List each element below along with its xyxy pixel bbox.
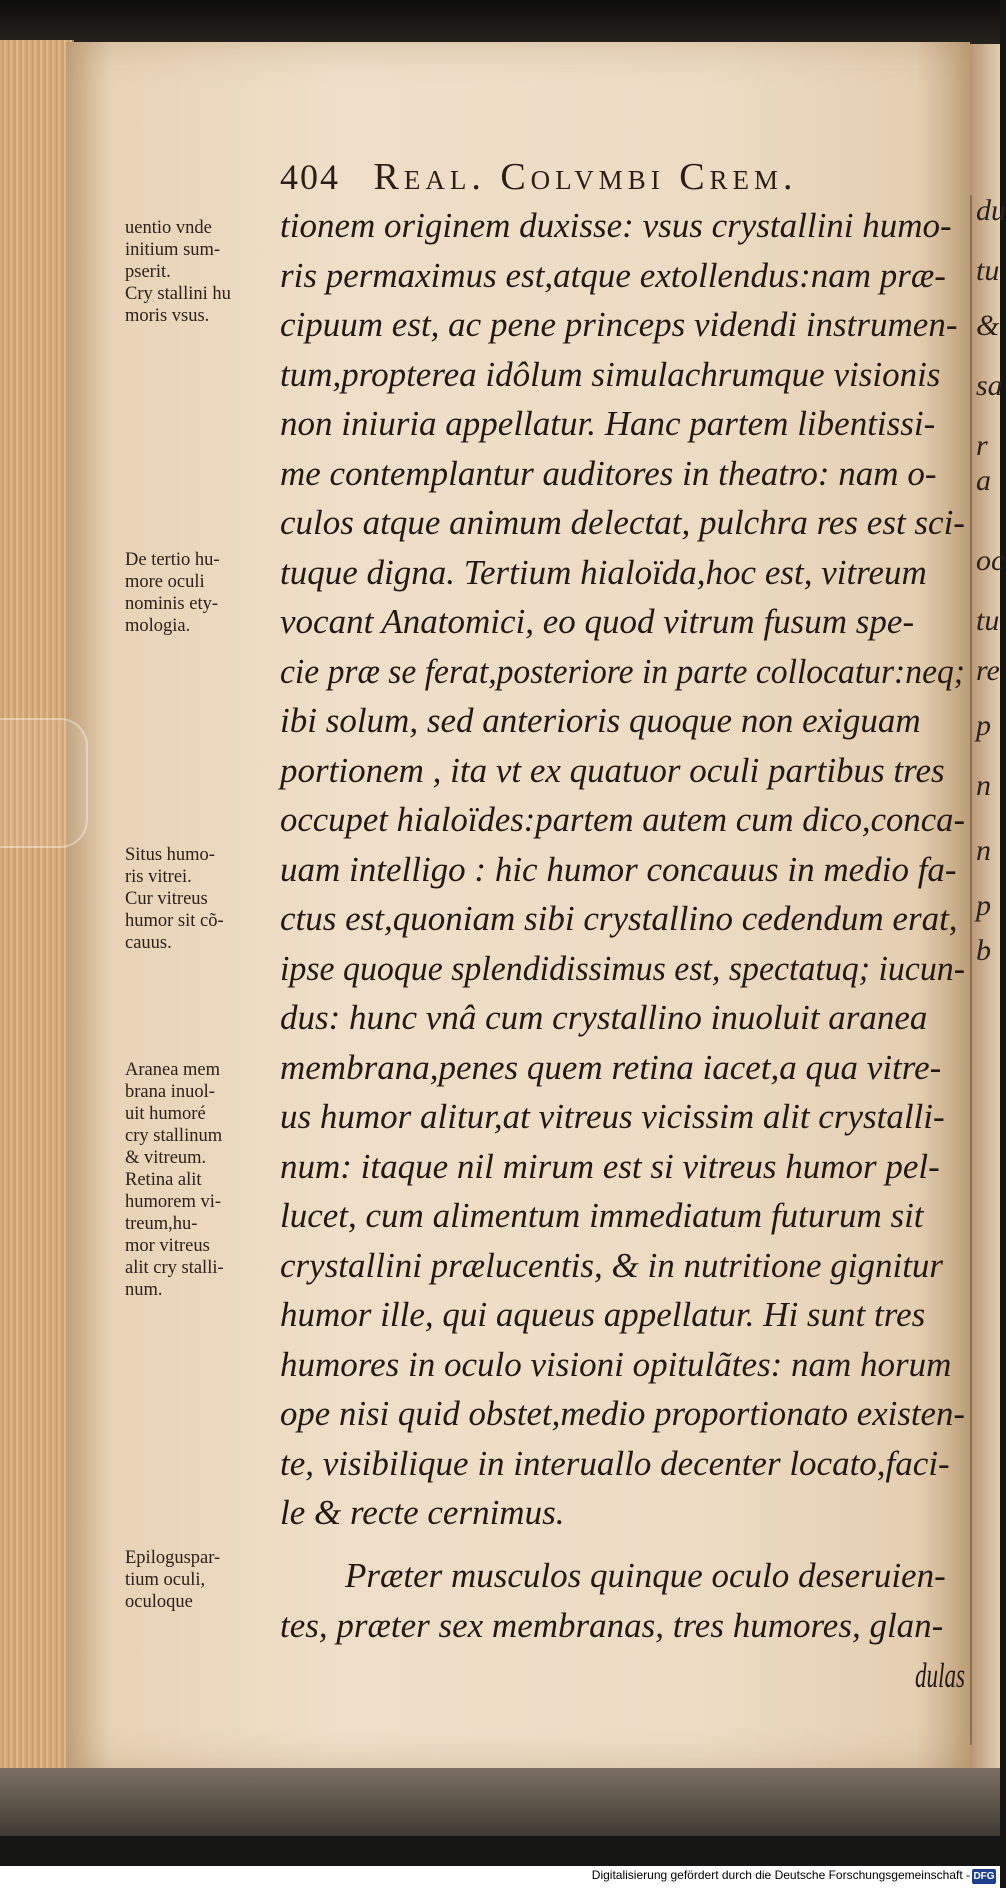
margin-note-line: uentio vnde [125, 218, 212, 238]
text-line: tes, præter sex membranas, tres humores, glan- [280, 1606, 944, 1645]
margin-note-line: cry stallinum [125, 1126, 223, 1146]
margin-note-line: nominis ety- [125, 594, 219, 614]
facing-page-fragment: sa [976, 369, 1003, 402]
text-line: ris permaximus est,atque extollendus:nam præ- [280, 255, 946, 295]
margin-note-line: more oculi [125, 572, 205, 592]
facing-page-fragment: p [976, 889, 991, 922]
margin-note-line: treum,hu- [125, 1214, 198, 1234]
text-line: le & recte cernimus. [280, 1493, 565, 1532]
margin-note-line: & vitreum. [125, 1148, 207, 1168]
margin-note-line: num. [125, 1280, 163, 1300]
clasp-icon [0, 718, 88, 848]
margin-note-line: De tertio hu- [125, 550, 220, 570]
text-line: us humor alitur,at vitreus vicissim alit crystalli- [280, 1097, 945, 1136]
margin-note-line: oculoque [125, 1592, 193, 1612]
margin-note-line: mologia. [125, 616, 191, 636]
margin-note-line: ris vitrei. [125, 867, 192, 887]
text-line: tionem originem duxisse: vsus crystallini humo- [280, 206, 952, 245]
facing-page-fragment: du [976, 194, 1006, 227]
text-line: humor ille, qui aqueus appellatur. Hi sunt tres [280, 1295, 926, 1334]
page-number: 404 [280, 157, 340, 197]
text-line: humores in oculo visioni opitulãtes: nam horum [280, 1344, 952, 1384]
facing-page-fragment: re [976, 654, 1000, 687]
margin-note-line: Cur vitreus [125, 889, 208, 909]
facing-page-edge [970, 44, 1006, 1768]
text-line: ope nisi quid obstet,medio proportionato existen- [280, 1394, 965, 1433]
facing-page-fragment: tu [976, 604, 1000, 637]
facing-page-fragment: n [976, 769, 991, 802]
text-line: vocant Anatomici, eo quod vitrum fusum spe- [280, 602, 915, 641]
running-title: Real. Colvmbi Crem. [373, 156, 798, 198]
facing-page-fragment: tu [976, 254, 1000, 287]
text-line: me contemplantur auditores in theatro: nam o- [280, 453, 937, 493]
book-cover-edge [0, 1768, 1000, 1836]
margin-note-line: pserit. [125, 262, 171, 282]
text-line: cie præ se ferat,posteriore in parte collocatur:neq; [280, 651, 965, 691]
facing-page-fragment: n [976, 834, 991, 867]
text-line: membrana,penes quem retina iacet,a qua vitre- [280, 1047, 942, 1087]
facing-page-fragment: b [976, 934, 991, 967]
margin-note-line: humor sit cõ- [125, 911, 224, 931]
text-line: non iniuria appellatur. Hanc partem libentissi- [280, 404, 936, 443]
margin-note-line: Aranea mem [125, 1060, 221, 1080]
text-line: ibi solum, sed anterioris quoque non exiguam [280, 701, 921, 740]
margin-note-line: Cry stallini hu [125, 284, 231, 304]
margin-note-line: tium oculi, [125, 1570, 206, 1590]
text-line: Præter musculos quinque oculo deseruien- [345, 1556, 946, 1595]
margin-note-line: humorem vi- [125, 1192, 222, 1212]
text-line: crystallini prælucentis, & in nutritione gignitur [280, 1245, 944, 1285]
facing-page-fragment: p [976, 709, 991, 742]
margin-note-line: uit humoré [125, 1104, 206, 1124]
page-stack-edge [0, 40, 74, 1780]
page-header [280, 155, 798, 199]
text-line: culos atque animum delectat, pulchra res est sci- [280, 503, 965, 542]
text-line: lucet, cum alimentum immediatum futurum sit [280, 1196, 924, 1235]
text-line: tum,propterea idôlum simulachrumque visionis [280, 354, 941, 394]
text-line: cipuum est, ac pene princeps videndi instrumen- [280, 305, 958, 344]
margin-note-line: moris vsus. [125, 306, 210, 326]
margin-note-line: Retina alit [125, 1170, 202, 1190]
text-line: te, visibilique in interuallo decenter locato,faci- [280, 1443, 950, 1483]
facing-page-fragment: a [976, 464, 991, 497]
text-line: occupet hialoïdes:partem autem cum dico,conca- [280, 800, 965, 839]
margin-note-line: initium sum- [125, 240, 221, 260]
scan-background [0, 1836, 1000, 1866]
page-gutter-line [970, 195, 972, 1745]
text-line: dulas [915, 1656, 965, 1695]
margin-note-line: alit cry stalli- [125, 1258, 224, 1278]
margin-note-line: Situs humo- [125, 845, 215, 865]
text-line: num: itaque nil mirum est si vitreus humor pel- [280, 1146, 940, 1186]
digitization-credit: Digitalisierung gefördert durch die Deutsche Forschungsgemeinschaft - [591, 1868, 970, 1882]
margin-note-line: cauus. [125, 933, 172, 953]
facing-page-fragment: r [976, 429, 988, 462]
margin-note-line: mor vitreus [125, 1236, 210, 1256]
margin-note-line: Epiloguspar- [125, 1548, 221, 1568]
text-line: dus: hunc vnâ cum crystallino inuoluit aranea [280, 998, 928, 1037]
margin-note-line: brana inuol- [125, 1082, 215, 1102]
dfg-logo: DFG [973, 1871, 995, 1882]
text-line: tuque digna. Tertium hialoïda,hoc est, vitreum [280, 552, 927, 592]
text-line: uam intelligo : hic humor concauus in medio fa- [280, 849, 957, 889]
text-line: ipse quoque splendidissimus est, spectatuq; iucun- [280, 948, 965, 988]
text-line: ctus est,quoniam sibi crystallino cedendum erat, [280, 899, 958, 938]
text-line: portionem , ita vt ex quatuor oculi partibus tres [280, 750, 945, 790]
facing-page-fragment: oc [976, 544, 1005, 577]
facing-page-fragment: & [976, 309, 1000, 342]
